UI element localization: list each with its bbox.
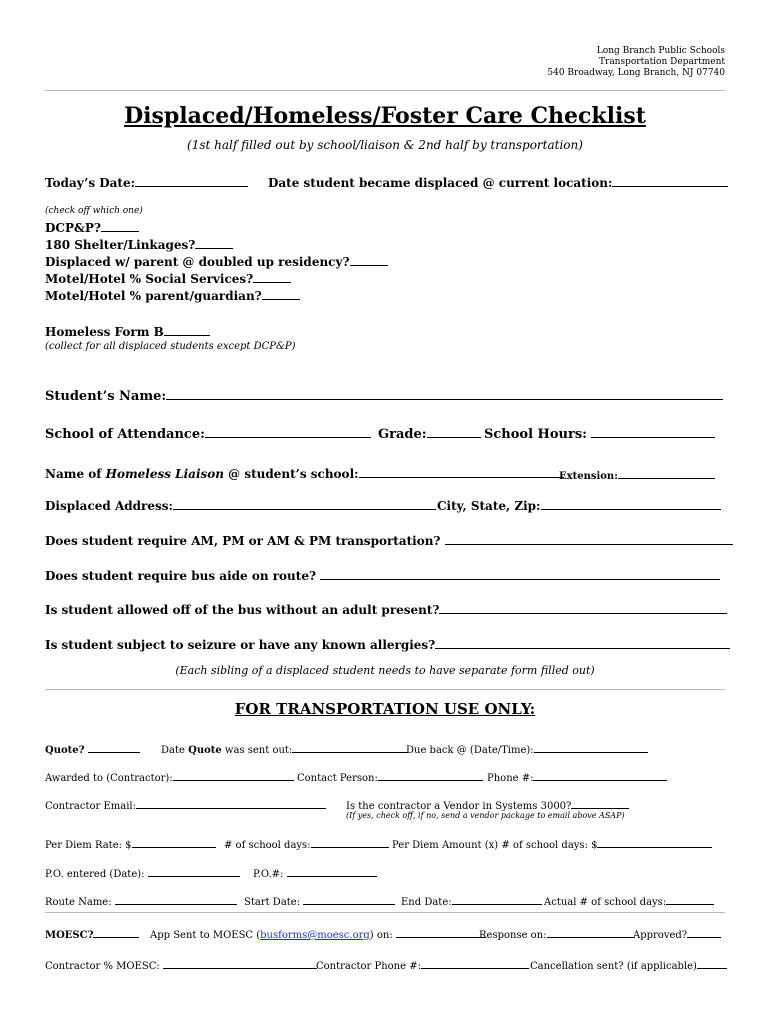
option-label: 180 Shelter/Linkages? — [45, 238, 196, 252]
school-days-label: # of school days: — [224, 840, 311, 851]
option-line[interactable] — [262, 288, 300, 300]
app-sent-line[interactable] — [396, 926, 486, 938]
school-days-line[interactable] — [311, 836, 389, 848]
city-state-zip-line[interactable] — [541, 498, 721, 510]
per-diem-amount-line[interactable] — [597, 836, 712, 848]
quote-field[interactable] — [45, 741, 140, 756]
route-name-label: Route Name: — [45, 897, 112, 908]
extension-label: Extension: — [559, 471, 618, 482]
po-entered-field[interactable] — [45, 865, 240, 880]
transport-heading: FOR TRANSPORTATION USE ONLY: — [234, 700, 536, 718]
approved-label: Approved? — [633, 930, 688, 941]
app-sent-label-post: ) on: — [369, 930, 393, 941]
option-doubled-up[interactable] — [45, 254, 388, 269]
option-dcpp[interactable] — [45, 220, 139, 235]
todays-date-label: Today’s Date: — [45, 176, 136, 190]
question-label: Is student allowed off of the bus without an adult present? — [45, 603, 440, 617]
option-label: DCP&P? — [45, 221, 101, 235]
actual-days-field[interactable] — [544, 893, 714, 908]
phone-label: Phone #: — [487, 773, 534, 784]
vendor-note: (If yes, check off, if no, send a vendor package to email above ASAP) — [346, 811, 625, 820]
displaced-address-line[interactable] — [173, 498, 436, 510]
student-name-field[interactable] — [45, 388, 723, 404]
cancellation-label: Cancellation sent? (if applicable) — [530, 961, 697, 972]
extension-line[interactable] — [618, 467, 715, 479]
question-transport[interactable] — [45, 533, 733, 548]
date-displaced-line[interactable] — [612, 175, 728, 187]
school-attendance-label: School of Attendance: — [45, 427, 205, 442]
page-subtitle: (1st half filled out by school/liaison & 2nd half by transportation) — [187, 138, 583, 152]
end-date-line[interactable] — [452, 893, 542, 905]
option-label: Motel/Hotel % parent/guardian? — [45, 289, 262, 303]
due-back-field[interactable] — [406, 741, 648, 756]
homeless-form-field[interactable] — [45, 324, 210, 339]
contractor-email-field[interactable] — [45, 797, 326, 812]
homeless-form-label: Homeless Form B — [45, 325, 164, 339]
question-adult-present[interactable] — [45, 602, 727, 617]
question-label: Does student require AM, PM or AM & PM transportation? — [45, 534, 441, 548]
liaison-line[interactable] — [359, 466, 564, 478]
option-line[interactable] — [195, 237, 233, 249]
due-back-label: Due back @ (Date/Time): — [406, 745, 534, 756]
date-displaced-label: Date student became displaced @ current location: — [268, 176, 613, 190]
option-label: Displaced w/ parent @ doubled up residency? — [45, 255, 350, 269]
po-number-field[interactable] — [253, 865, 377, 880]
contractor-phone-field[interactable] — [316, 957, 529, 972]
school-attendance-field[interactable] — [45, 426, 371, 442]
actual-days-line[interactable] — [666, 893, 714, 905]
start-date-field[interactable] — [244, 893, 395, 908]
app-sent-field[interactable] — [150, 926, 486, 941]
contractor-email-line[interactable] — [136, 797, 326, 809]
contractor-phone-label: Contractor Phone #: — [316, 961, 421, 972]
option-motel-social[interactable] — [45, 271, 291, 286]
due-back-line[interactable] — [534, 741, 648, 753]
dept-name: Transportation Department — [599, 57, 725, 67]
displaced-address-field[interactable] — [45, 498, 436, 513]
page-title: Displaced/Homeless/Foster Care Checklist — [124, 103, 646, 129]
school-hours-field[interactable] — [484, 426, 715, 442]
question-seizure-allergies[interactable] — [45, 637, 730, 652]
moesc-email-link[interactable]: busforms@moesc.org — [260, 930, 370, 941]
approved-line[interactable] — [687, 926, 721, 938]
question-label: Does student require bus aide on route? — [45, 569, 316, 583]
date-quote-label-post: was sent out: — [221, 745, 293, 756]
contact-person-label: Contact Person: — [297, 773, 378, 784]
contractor-email-label: Contractor Email: — [45, 801, 136, 812]
contractor-moesc-label: Contractor % MOESC: — [45, 961, 160, 972]
question-label: Is student subject to seizure or have any known allergies? — [45, 638, 436, 652]
contractor-phone-line[interactable] — [421, 957, 529, 969]
phone-field[interactable] — [487, 769, 667, 784]
moesc-field[interactable] — [45, 926, 139, 941]
po-number-label: P.O.#: — [253, 869, 284, 880]
date-displaced-field[interactable] — [268, 175, 728, 190]
vendor-label: Is the contractor a Vendor in Systems 3000? — [346, 801, 572, 812]
header-divider — [45, 90, 725, 91]
option-motel-parent[interactable] — [45, 288, 300, 303]
question-bus-aide[interactable] — [45, 568, 720, 583]
per-diem-rate-field[interactable] — [45, 836, 216, 851]
per-diem-amount-field[interactable] — [392, 836, 712, 851]
homeless-form-line[interactable] — [164, 324, 210, 336]
moesc-divider — [45, 912, 725, 913]
start-date-line[interactable] — [303, 893, 395, 905]
quote-label: Quote? — [45, 745, 85, 756]
question-line[interactable] — [435, 637, 730, 649]
section-divider — [45, 689, 725, 690]
displaced-address-label: Displaced Address: — [45, 499, 173, 513]
sibling-note: (Each sibling of a displaced student needs to have separate form filled out) — [175, 664, 595, 677]
moesc-line[interactable] — [93, 926, 139, 938]
option-label: Motel/Hotel % Social Services? — [45, 272, 254, 286]
per-diem-rate-label: Per Diem Rate: $ — [45, 840, 132, 851]
app-sent-label-pre: App Sent to MOESC ( — [150, 930, 261, 941]
phone-line[interactable] — [533, 769, 667, 781]
todays-date-field[interactable] — [45, 175, 248, 190]
org-address: 540 Broadway, Long Branch, NJ 07740 — [547, 68, 725, 78]
student-name-label: Student’s Name: — [45, 389, 167, 404]
date-quote-label-pre: Date — [161, 745, 189, 756]
po-entered-label: P.O. entered (Date): — [45, 869, 145, 880]
homeless-note: (collect for all displaced students except DCP&P) — [45, 341, 296, 352]
awarded-label: Awarded to (Contractor): — [45, 773, 173, 784]
contact-person-field[interactable] — [297, 769, 483, 784]
actual-days-label: Actual # of school days: — [544, 897, 667, 908]
awarded-line[interactable] — [173, 769, 294, 781]
contractor-moesc-line[interactable] — [163, 957, 317, 969]
school-hours-line[interactable] — [591, 426, 715, 438]
city-state-zip-label: City, State, Zip: — [437, 499, 541, 513]
end-date-field[interactable] — [401, 893, 542, 908]
po-number-line[interactable] — [287, 865, 377, 877]
response-on-label: Response on: — [479, 930, 547, 941]
moesc-label: MOESC? — [45, 930, 94, 941]
response-on-field[interactable] — [479, 926, 635, 941]
grade-field[interactable] — [378, 426, 481, 442]
question-line[interactable] — [320, 568, 720, 580]
route-name-line[interactable] — [115, 893, 237, 905]
contractor-moesc-field[interactable] — [45, 957, 317, 972]
cancellation-line[interactable] — [697, 957, 727, 969]
student-name-line[interactable] — [166, 388, 723, 400]
question-line[interactable] — [445, 533, 733, 545]
todays-date-line[interactable] — [135, 175, 248, 187]
response-on-line[interactable] — [547, 926, 635, 938]
check-note: (check off which one) — [45, 206, 143, 216]
start-date-label: Start Date: — [244, 897, 301, 908]
liaison-label-italic: Homeless Liaison — [105, 467, 224, 481]
vendor-field[interactable] — [346, 797, 629, 812]
per-diem-amount-label: Per Diem Amount (x) # of school days: $ — [392, 840, 598, 851]
school-days-field[interactable] — [224, 836, 389, 851]
grade-label: Grade: — [378, 427, 427, 442]
cancellation-field[interactable] — [530, 957, 727, 972]
quote-line[interactable] — [88, 741, 140, 753]
grade-line[interactable] — [427, 426, 481, 438]
option-shelter[interactable] — [45, 237, 233, 252]
school-hours-label: School Hours: — [484, 427, 587, 442]
extension-field[interactable] — [559, 467, 715, 482]
question-line[interactable] — [439, 602, 727, 614]
per-diem-rate-line[interactable] — [132, 836, 216, 848]
liaison-field[interactable] — [45, 466, 564, 481]
contact-person-line[interactable] — [378, 769, 483, 781]
date-quote-field[interactable] — [161, 741, 408, 756]
option-line[interactable] — [101, 220, 139, 232]
option-line[interactable] — [253, 271, 291, 283]
liaison-label-suffix: @ student’s school: — [223, 467, 359, 481]
po-entered-line[interactable] — [148, 865, 240, 877]
liaison-label-prefix: Name of — [45, 467, 106, 481]
date-quote-label-bold: Quote — [188, 745, 222, 756]
school-attendance-line[interactable] — [205, 426, 371, 438]
option-line[interactable] — [350, 254, 388, 266]
approved-field[interactable] — [633, 926, 721, 941]
end-date-label: End Date: — [401, 897, 452, 908]
route-name-field[interactable] — [45, 893, 237, 908]
date-quote-line[interactable] — [292, 741, 408, 753]
org-name: Long Branch Public Schools — [596, 46, 725, 56]
awarded-field[interactable] — [45, 769, 294, 784]
city-state-zip-field[interactable] — [437, 498, 721, 513]
vendor-line[interactable] — [571, 797, 629, 809]
